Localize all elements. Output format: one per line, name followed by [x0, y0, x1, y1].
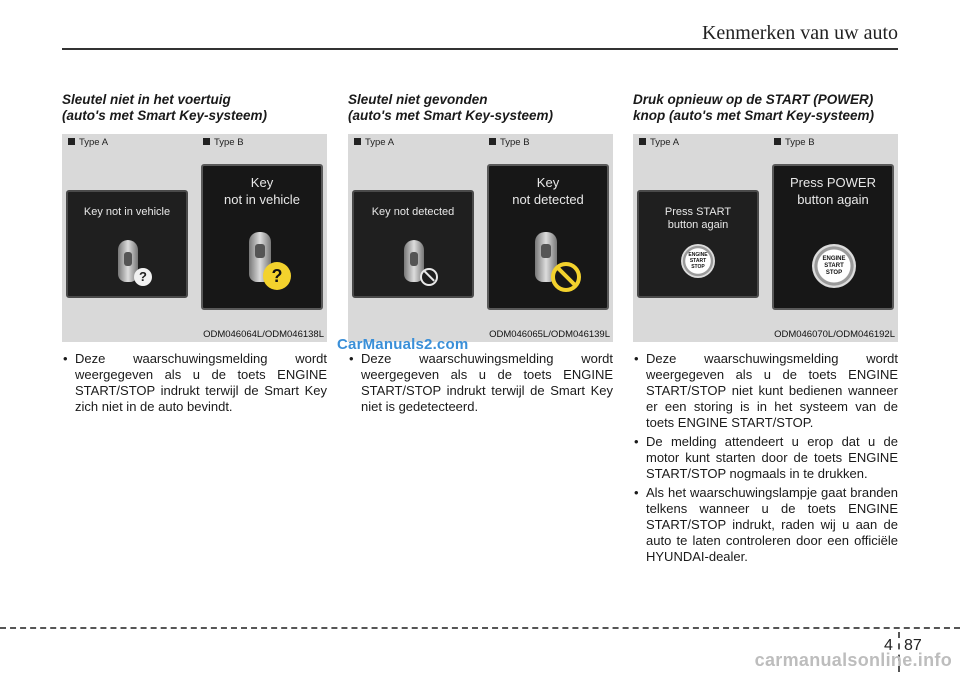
- type-b-label: [203, 137, 244, 148]
- figure-caption: ODM046070L/ODM046192L: [774, 329, 895, 340]
- engine-start-stop-button-icon: [681, 244, 715, 278]
- section-key-not-detected: [348, 92, 613, 418]
- button-text-line3: STOP: [691, 264, 705, 270]
- section-title: [62, 92, 327, 124]
- figure-panel: [62, 134, 327, 342]
- type-a-label: [354, 137, 394, 148]
- display-message-line1: Press START: [664, 206, 732, 218]
- cluster-display: [352, 190, 474, 298]
- square-bullet-icon: [639, 138, 646, 145]
- display-message-line1: Press POWER: [790, 175, 876, 190]
- section-title: [633, 92, 898, 124]
- section-title-line2: (auto's met Smart Key-systeem): [62, 108, 268, 123]
- type-b-text: Type B: [500, 137, 530, 148]
- display-message-line2: not in vehicle: [224, 192, 300, 207]
- header-rule: [62, 48, 898, 50]
- type-a-label: [639, 137, 679, 148]
- engine-start-stop-button-icon: [812, 244, 856, 288]
- figure-type-b: [768, 134, 898, 342]
- cluster-display: [201, 164, 323, 310]
- square-bullet-icon: [203, 138, 210, 145]
- list-item: • De melding attendeert u erop dat u de motor kunt starten door de toets ENGINE START/STOP nogmaals in te drukken.: [633, 434, 898, 482]
- cluster-display: [772, 164, 894, 310]
- page-number: 87: [904, 637, 922, 654]
- display-message: [489, 174, 607, 208]
- display-message-line2: button again: [667, 219, 729, 231]
- type-a-text: Type A: [650, 137, 680, 148]
- list-item: • Deze waarschuwingsmelding wordt weergegeven als u de toets ENGINE START/STOP indrukt terwijl de Smart Key zich niet in de auto bevindt.: [62, 351, 327, 415]
- display-message-line2: not detected: [512, 192, 584, 207]
- cluster-display: [637, 190, 759, 298]
- type-a-text: Type A: [365, 137, 395, 148]
- bullet-list: [62, 351, 327, 415]
- list-item: • Deze waarschuwingsmelding wordt weergegeven als u de toets ENGINE START/STOP niet kunt bedienen wanneer er een storing is in het systeem van de toets ENGINE START/STOP.: [633, 351, 898, 431]
- square-bullet-icon: [68, 138, 75, 145]
- section-title-line2: knop (auto's met Smart Key-systeem): [633, 108, 875, 123]
- watermark-top: CarManuals2.com: [337, 336, 469, 353]
- figure-type-a: [348, 134, 478, 342]
- figure-type-a: [62, 134, 192, 342]
- figure-type-b: [197, 134, 327, 342]
- display-message-line2: button again: [797, 192, 869, 207]
- figure-caption: ODM046065L/ODM046139L: [489, 329, 610, 340]
- list-item: • Deze waarschuwingsmelding wordt weergegeven als u de toets ENGINE START/STOP indrukt terwijl de Smart Key niet is gedetecteerd.: [348, 351, 613, 415]
- type-b-text: Type B: [785, 137, 815, 148]
- type-b-text: Type B: [214, 137, 244, 148]
- display-message-line1: Key: [536, 175, 560, 190]
- list-item: • Als het waarschuwingslampje gaat branden telkens wanneer u de toets ENGINE START/STOP indrukt, raden wij u aan de auto te laten controleren door een officiële HYUNDAI-dealer.: [633, 485, 898, 565]
- figure-caption: ODM046064L/ODM046138L: [203, 329, 324, 340]
- type-b-label: [489, 137, 530, 148]
- chapter-number: 4: [884, 637, 893, 654]
- button-text-line1: ENGINE: [688, 252, 708, 258]
- display-message: Key not detected: [371, 206, 455, 218]
- question-mark-icon: ?: [263, 262, 291, 290]
- button-text-line1: ENGINE: [822, 255, 846, 262]
- section-title-line1: Sleutel niet gevonden: [348, 92, 488, 107]
- figure-panel: [348, 134, 613, 342]
- display-message: [203, 174, 321, 208]
- display-message: [639, 206, 757, 232]
- section-title-line2: (auto's met Smart Key-systeem): [348, 108, 554, 123]
- button-text-line2: START: [689, 258, 707, 264]
- section-title-line1: Sleutel niet in het voertuig: [62, 92, 231, 107]
- question-mark-icon: ?: [134, 268, 152, 286]
- running-header-title: Kenmerken van uw auto: [701, 22, 898, 44]
- cluster-display: [487, 164, 609, 310]
- footer-rule: [0, 627, 960, 629]
- type-a-text: Type A: [79, 137, 109, 148]
- square-bullet-icon: [489, 138, 496, 145]
- cluster-display: [66, 190, 188, 298]
- figure-type-b: [483, 134, 613, 342]
- display-message: [774, 174, 892, 208]
- section-title-line1: Druk opnieuw op de START (POWER): [633, 92, 874, 107]
- type-a-label: [68, 137, 108, 148]
- section-title: [348, 92, 613, 124]
- figure-panel: [633, 134, 898, 342]
- watermark-bottom: carmanualsonline.info: [754, 650, 952, 670]
- prohibited-icon: [420, 268, 438, 286]
- prohibited-icon: [551, 262, 581, 292]
- bullet-list: [348, 351, 613, 415]
- section-key-not-in-vehicle: [62, 92, 327, 418]
- square-bullet-icon: [774, 138, 781, 145]
- figure-type-a: [633, 134, 763, 342]
- type-b-label: [774, 137, 815, 148]
- bullet-list: [633, 351, 898, 565]
- button-text-line2: START: [824, 262, 844, 269]
- square-bullet-icon: [354, 138, 361, 145]
- button-text-line3: STOP: [825, 269, 843, 276]
- display-message-line1: Key: [250, 175, 274, 190]
- section-press-start-again: [633, 92, 898, 568]
- display-message: Key not in vehicle: [83, 206, 171, 218]
